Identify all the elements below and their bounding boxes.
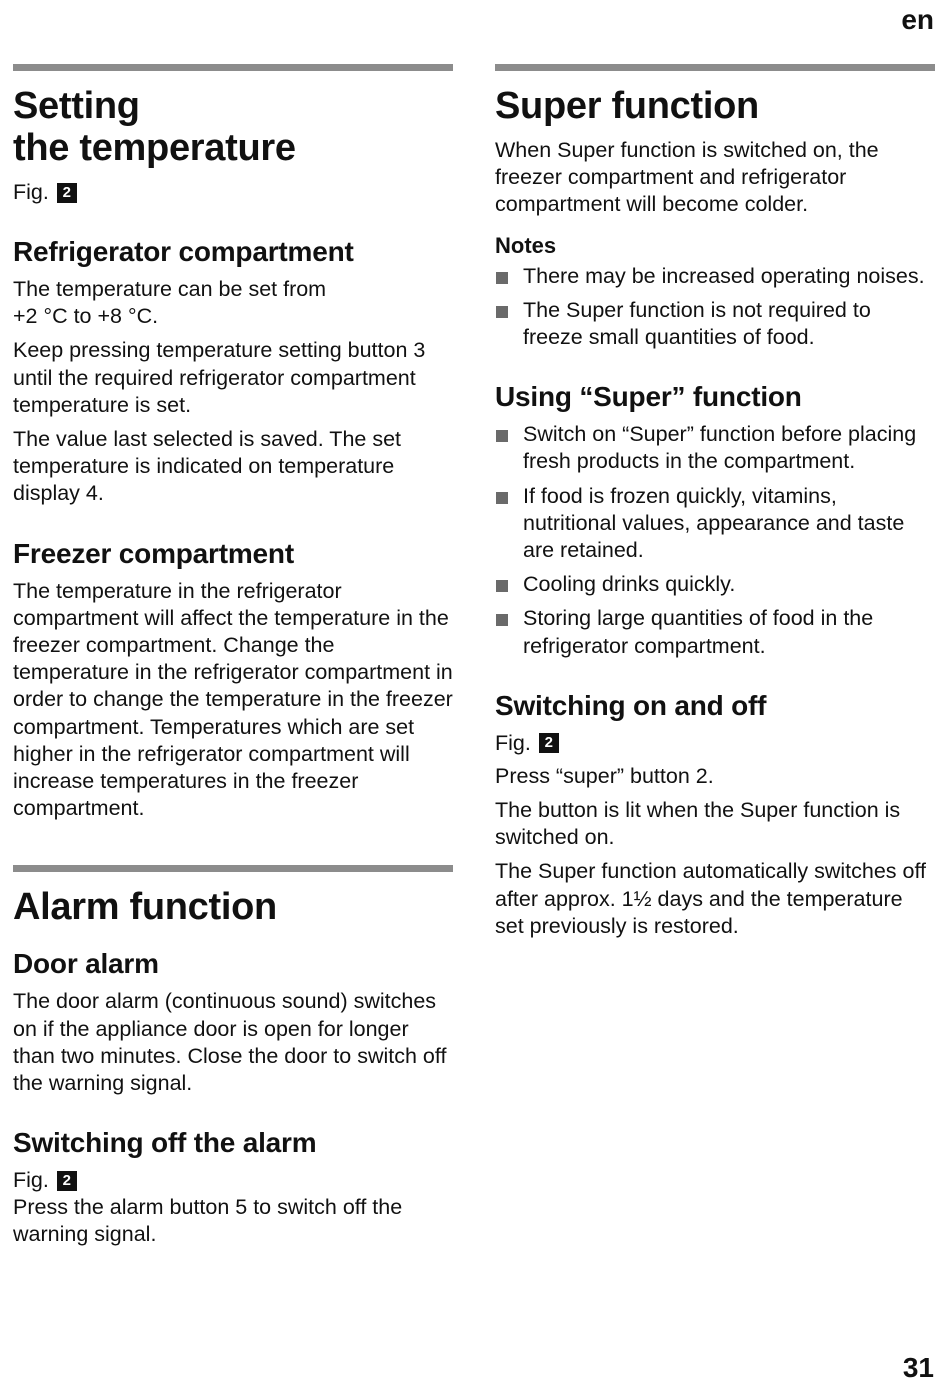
language-code: en <box>901 4 934 35</box>
alarm-function-title: Alarm function <box>13 886 277 929</box>
switching-on-off-heading: Switching on and off <box>495 689 767 721</box>
door-alarm-text: The door alarm (continuous sound) switches on if the appliance door is open for longer than two minutes. Close the door to switch off the warning signal. <box>13 989 447 1096</box>
list-item <box>495 605 935 659</box>
fig-label: Fig. <box>13 1168 49 1193</box>
fig-number-badge: 2 <box>57 183 77 203</box>
switching-off-alarm-text: Press the alarm button 5 to switch off the warning signal. <box>13 1195 403 1247</box>
square-bullet-icon <box>496 492 508 504</box>
fig-number-badge: 2 <box>57 1171 77 1191</box>
fig-label: Fig. <box>13 180 49 204</box>
square-bullet-icon <box>496 580 508 592</box>
using-super-heading: Using “Super” function <box>495 381 802 413</box>
list-item <box>495 297 935 351</box>
square-bullet-icon <box>496 272 508 284</box>
super-function-title: Super function <box>495 85 759 127</box>
section-rule <box>13 865 453 872</box>
range-line-2: +2 °C to +8 °C. <box>13 304 159 329</box>
section-rule <box>13 64 453 71</box>
refrigerator-instructions: Keep pressing temperature setting button 3 until the required refrigerator compartment temperature is set. <box>13 338 426 417</box>
refrigerator-compartment-heading: Refrigerator compartment <box>13 236 354 267</box>
list-item <box>495 421 935 475</box>
notes-list <box>495 263 935 352</box>
left-column <box>13 64 453 1256</box>
using-super-list <box>495 421 935 660</box>
note-text: There may be increased operating noises. <box>523 263 925 288</box>
square-bullet-icon <box>496 430 508 442</box>
refrigerator-range-text <box>13 276 453 330</box>
fig-number-badge: 2 <box>539 733 559 753</box>
square-bullet-icon <box>496 306 508 318</box>
title-line-2: the temperature <box>13 127 296 169</box>
setting-temperature-title <box>13 85 453 169</box>
list-item-text: If food is frozen quickly, vitamins, nutritional values, appearance and taste are retained. <box>523 483 905 563</box>
section-rule <box>495 64 935 71</box>
super-function-intro: When Super function is switched on, the freezer compartment and refrigerator compartment will become colder. <box>495 138 879 217</box>
figure-reference <box>495 730 935 757</box>
list-item <box>495 483 935 565</box>
list-item-text: Switch on “Super” function before placing fresh products in the compartment. <box>523 422 917 474</box>
figure-reference <box>13 179 453 206</box>
freezer-text: The temperature in the refrigerator compartment will affect the temperature in the freezer compartment. Change the temperature in the refrigerator compartment in order to change the temperature in the freezer compartment. Temperatures which are set higher in the refrigerator compartment will increase temperatures in the freezer compartment. <box>13 578 453 821</box>
note-text: The Super function is not required to freeze small quantities of food. <box>523 297 871 350</box>
list-item <box>495 571 935 598</box>
list-item <box>495 263 935 290</box>
list-item-text: Cooling drinks quickly. <box>523 572 736 597</box>
notes-heading: Notes <box>495 232 557 258</box>
refrigerator-saved-note: The value last selected is saved. The set temperature is indicated on temperature display 4. <box>13 427 402 506</box>
right-column <box>495 64 935 947</box>
fig-label: Fig. <box>495 730 531 755</box>
button-lit-text: The button is lit when the Super function is switched on. <box>495 798 901 850</box>
switching-off-alarm-heading: Switching off the alarm <box>13 1127 317 1159</box>
freezer-compartment-heading: Freezer compartment <box>13 537 294 569</box>
range-line-1: The temperature can be set from <box>13 277 327 301</box>
list-item-text: Storing large quantities of food in the refrigerator compartment. <box>523 606 874 658</box>
square-bullet-icon <box>496 614 508 626</box>
press-super-text: Press “super” button 2. <box>495 763 714 788</box>
auto-off-text: The Super function automatically switches off after approx. 1½ days and the temperature set previously is restored. <box>495 859 927 938</box>
page-number: 31 <box>902 1352 934 1383</box>
figure-reference <box>13 1167 453 1194</box>
door-alarm-heading: Door alarm <box>13 948 159 980</box>
title-line-1: Setting <box>13 85 140 127</box>
